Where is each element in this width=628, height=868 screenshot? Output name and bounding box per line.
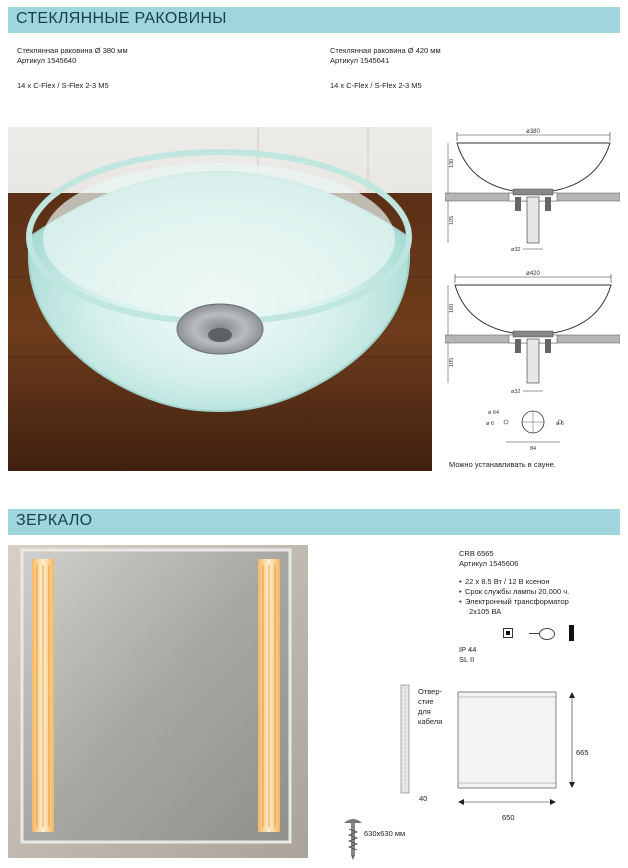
illuminated-mirror-photo	[8, 545, 308, 858]
mirror-specs	[459, 549, 569, 617]
mirror-front-drawing	[450, 688, 590, 828]
sink-right-article: Артикул 1545641	[330, 56, 390, 65]
dim-depth-2: 105	[449, 357, 455, 367]
sink-right-name: Стеклянная раковина Ø 420 мм	[330, 46, 441, 55]
sink-420-drawing	[445, 263, 620, 398]
sink-left-name: Стеклянная раковина Ø 380 мм	[17, 46, 128, 55]
sink-left-fixing: 14 x C-Flex / S-Flex 2-3 M5	[17, 81, 109, 90]
transformer-icon	[569, 625, 574, 641]
sauna-note: Можно устанавливать в сауне.	[449, 460, 556, 469]
feature-item: • 22 x 8.5 Вт / 12 В ксенон	[459, 577, 569, 587]
sink-380-drawing	[445, 125, 620, 265]
dim-height-2: 160	[449, 303, 455, 313]
sink-left-article: Артикул 1545640	[17, 56, 77, 65]
dim-pipe-2: ø32	[511, 389, 521, 395]
dim-depth: 40	[419, 794, 428, 803]
dim-depth-1: 105	[449, 215, 455, 225]
dim-drain-d1: ø 64	[488, 410, 500, 416]
feature-item: • Электронный трансформатор	[459, 597, 569, 607]
dim-drain-d3: ø 6	[556, 421, 564, 427]
mirror-article: Артикул 1545606	[459, 559, 519, 568]
mirror-features	[459, 577, 569, 607]
sink-right-fixing: 14 x C-Flex / S-Flex 2-3 M5	[330, 81, 422, 90]
dim-drain-d2: ø 6	[486, 421, 494, 427]
dim-pipe-1: ø32	[511, 247, 521, 253]
dim-width: 650	[502, 813, 515, 822]
dim-width-1: ø380	[526, 129, 540, 135]
mirror-side-profile	[398, 684, 412, 796]
mount-hole-size: 630x630 мм	[364, 829, 406, 838]
drain-detail-drawing	[470, 398, 580, 456]
section-header-sinks	[8, 7, 620, 33]
lamp-icon	[539, 628, 555, 640]
dim-height: 665	[576, 748, 589, 757]
ip-rating: IP 44	[459, 645, 477, 654]
feature-continuation: 2x105 ВА	[469, 607, 502, 616]
dim-width-2: ø420	[526, 271, 540, 277]
glass-sink-photo	[8, 127, 432, 471]
feature-item: • Срок службы лампы 20.000 ч.	[459, 587, 569, 597]
screw-icon	[342, 817, 364, 861]
switch-icon	[503, 628, 513, 638]
cable-hole-label: Отвер- стие для кабеля	[418, 687, 443, 726]
section-header-mirror	[8, 509, 620, 535]
dim-height-1: 130	[449, 158, 455, 168]
dim-drain-w: 84	[529, 446, 537, 452]
section-title: СТЕКЛЯННЫЕ РАКОВИНЫ	[16, 10, 227, 27]
mirror-model: CRB 6565	[459, 549, 494, 558]
safety-class: SL II	[459, 655, 475, 664]
section-title: ЗЕРКАЛО	[16, 512, 93, 529]
